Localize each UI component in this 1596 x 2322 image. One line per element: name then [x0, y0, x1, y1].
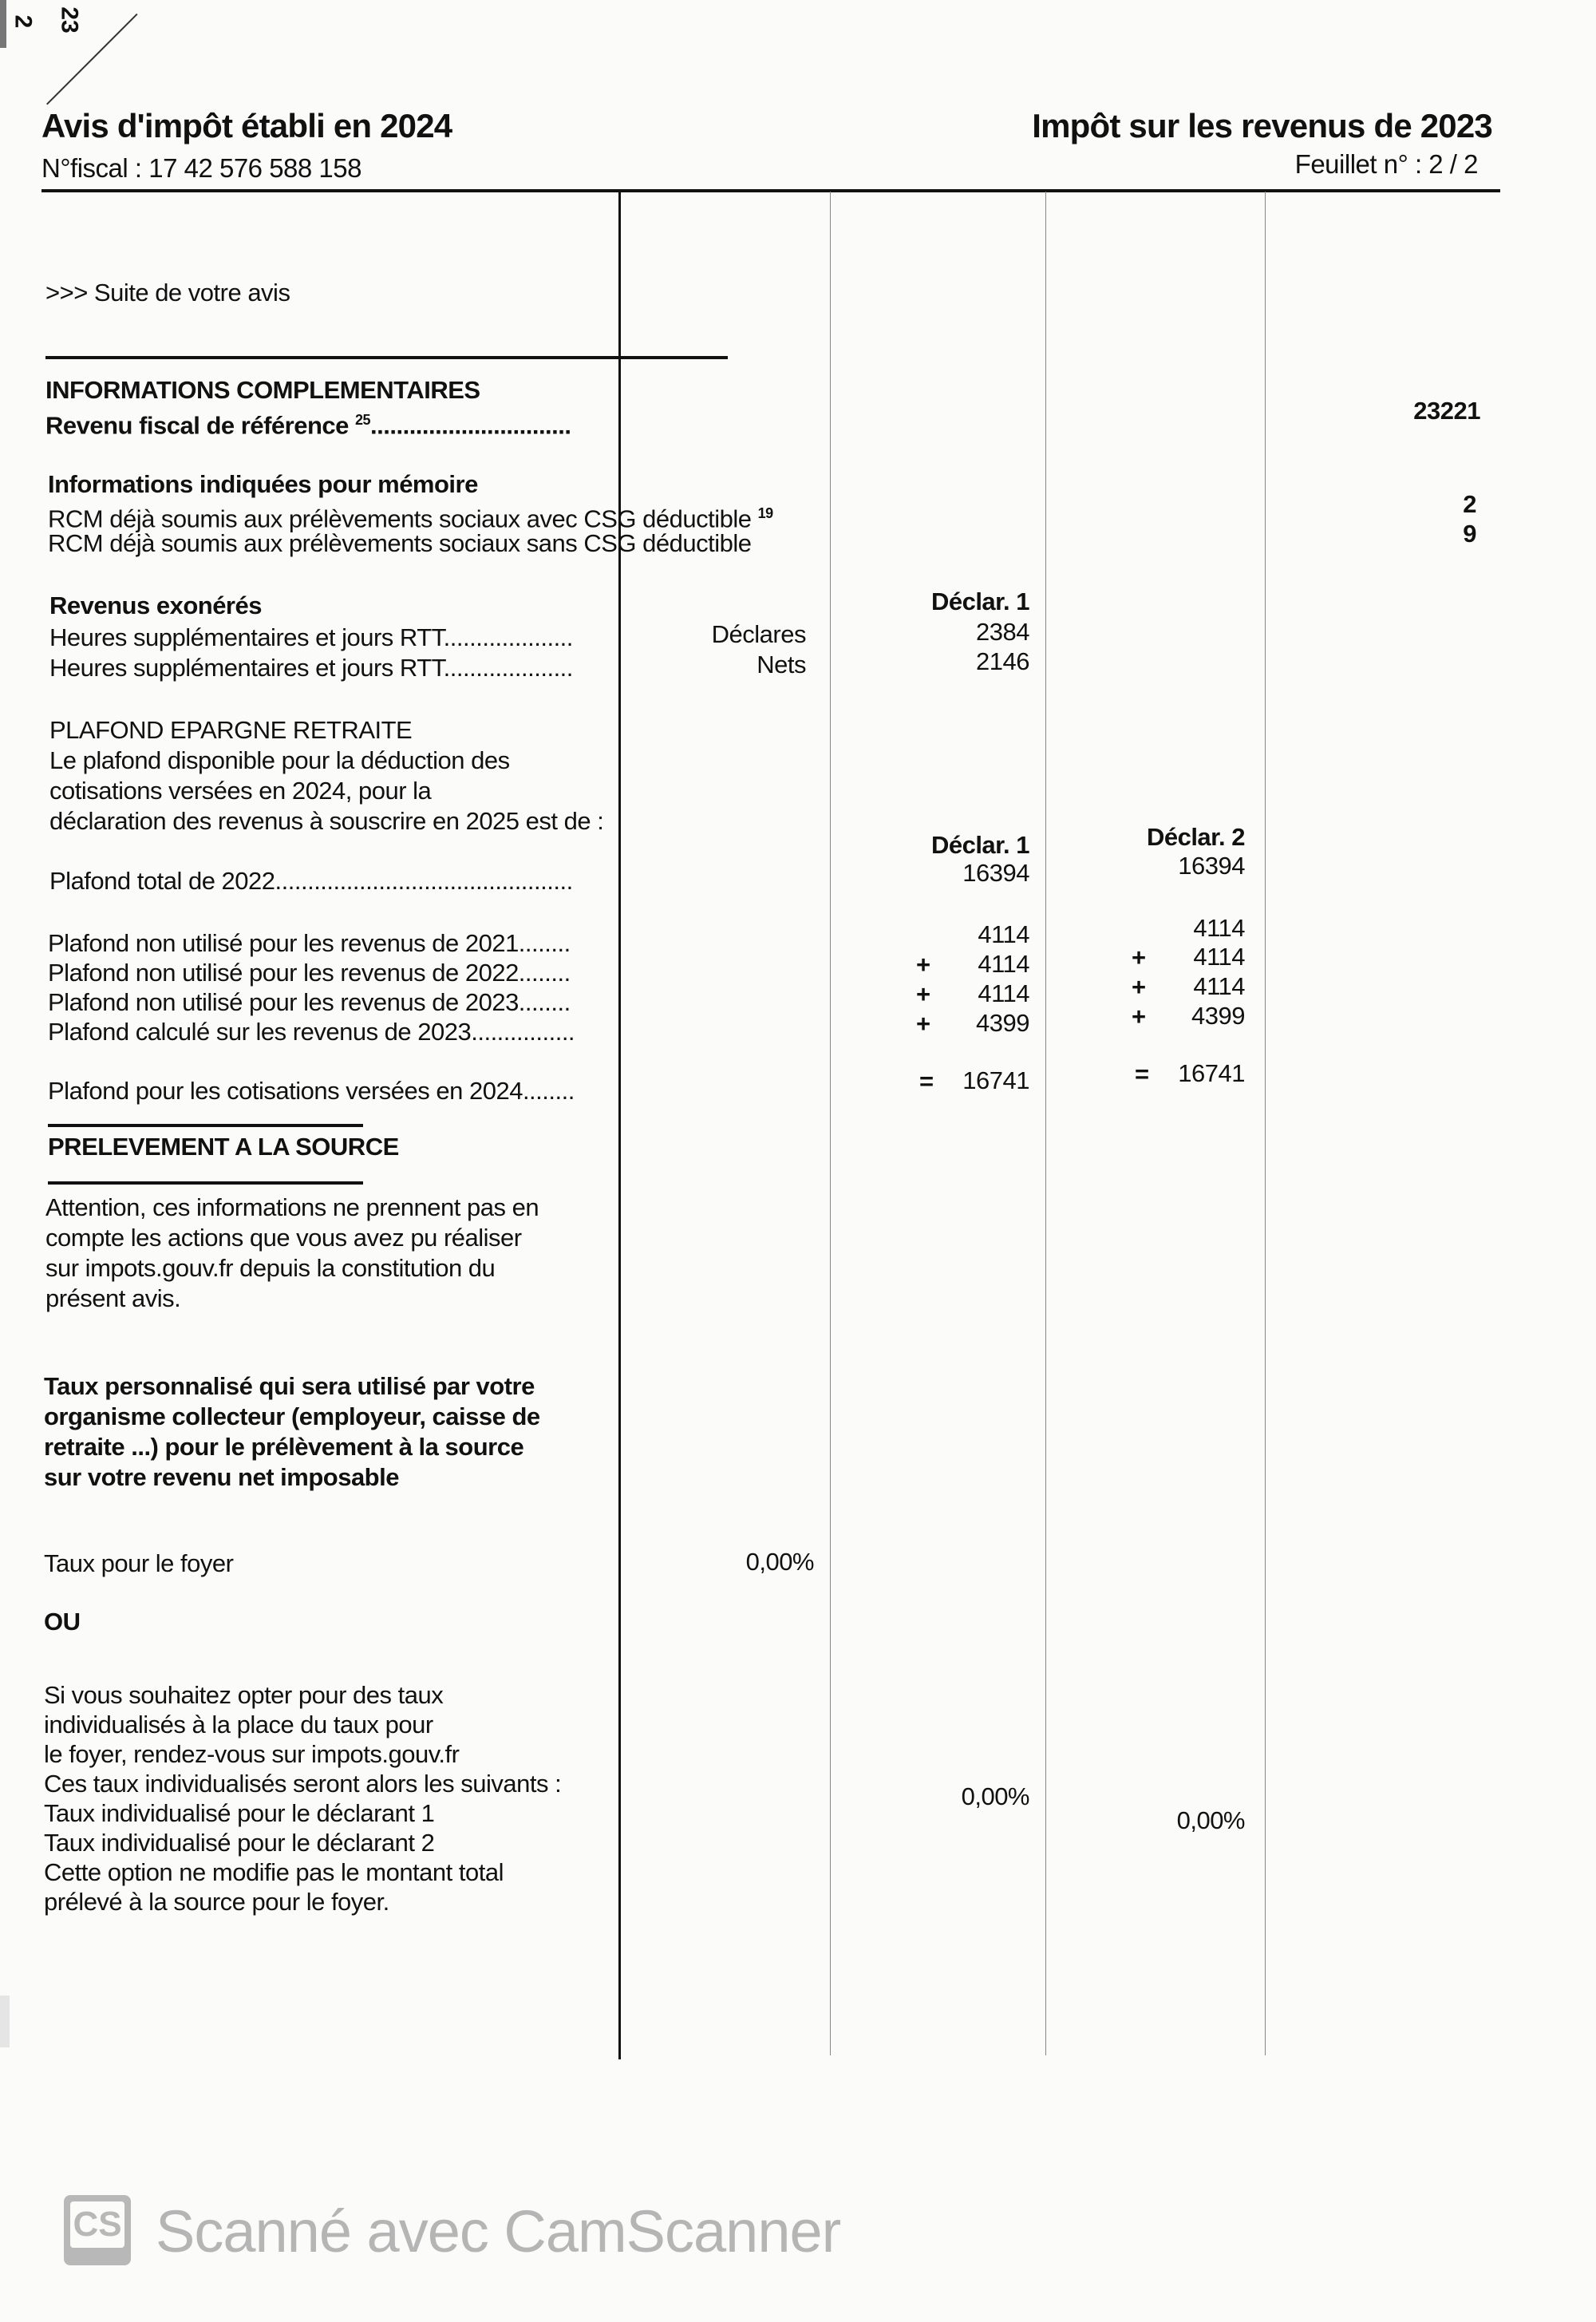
indiv-line: individualisés à la place du taux pour: [44, 1711, 433, 1739]
rcm-sans-value: 9: [1463, 520, 1476, 548]
rfr-footnote: 25: [354, 412, 371, 428]
rcm-sans-label: RCM déjà soumis aux prélèvements sociaux sans CSG déductible: [48, 529, 752, 557]
plafond-result-d2: 16741: [1178, 1059, 1245, 1087]
indiv-d2-label: Taux individualisé pour le déclarant 2: [44, 1829, 435, 1857]
exoneres-row-value: 2146: [976, 647, 1029, 675]
pas-title: PRELEVEMENT A LA SOURCE: [48, 1133, 399, 1161]
column-divider-3: [1045, 192, 1046, 2055]
rfr-label-row: [45, 405, 571, 440]
plafond-row-d1: 4114: [978, 920, 1029, 948]
rfr-dots: ...............................: [370, 411, 571, 440]
section-rule: [48, 1124, 363, 1127]
plafond-row-d1: 4399: [976, 1009, 1029, 1037]
plafond-col2-header: Déclar. 2: [1146, 823, 1245, 851]
indiv-d2-value: 0,00%: [1176, 1806, 1245, 1834]
rcm-avec-value: 2: [1463, 490, 1476, 518]
header-rule: [41, 189, 1500, 192]
rcm-avec-label: RCM déjà soumis aux prélèvements sociaux avec CSG déductible: [48, 504, 752, 533]
exoneres-row-qualifier: Nets: [757, 651, 806, 678]
camscanner-watermark: Scanné avec CamScanner: [156, 2198, 841, 2265]
pas-taux-line: organisme collecteur (employeur, caisse de: [44, 1402, 540, 1430]
memo-title: Informations indiquées pour mémoire: [48, 470, 478, 498]
plafond-row-d2: 4114: [1193, 972, 1245, 1000]
corner-number-b: 2: [10, 14, 37, 29]
plafond-row-label: Plafond non utilisé pour les revenus de 2021........: [48, 929, 571, 957]
exoneres-row-qualifier: Déclares: [711, 620, 806, 648]
column-divider-main: [618, 192, 621, 2059]
plafond-row-d2: 4399: [1191, 1002, 1245, 1030]
pas-taux-line: retraite ...) pour le prélèvement à la source: [44, 1433, 524, 1461]
page-edge: [0, 0, 6, 48]
exoneres-row-label: Heures supplémentaires et jours RTT....................: [49, 623, 573, 651]
sheet-number: Feuillet n° : 2 / 2: [1294, 149, 1478, 179]
plafond-row-op-d1: +: [916, 951, 930, 979]
plafond-row-op-d1: +: [916, 1010, 930, 1038]
fiscal-number: N°fiscal : 17 42 576 588 158: [41, 153, 361, 183]
foyer-rate-value: 0,00%: [745, 1548, 814, 1576]
plafond-total-label: Plafond total de 2022..............................................: [49, 867, 573, 895]
indiv-line: prélevé à la source pour le foyer.: [44, 1888, 389, 1916]
pas-warning-line: présent avis.: [45, 1284, 181, 1312]
plafond-desc-line: Le plafond disponible pour la déduction des: [49, 746, 510, 774]
income-year-title: Impôt sur les revenus de 2023: [1032, 107, 1492, 144]
pas-warning-line: compte les actions que vous avez pu réaliser: [45, 1224, 522, 1252]
plafond-row-op-d2: +: [1132, 943, 1146, 971]
indiv-d1-value: 0,00%: [961, 1782, 1029, 1810]
plafond-row-label: Plafond non utilisé pour les revenus de 2022........: [48, 959, 571, 987]
indiv-line: Cette option ne modifie pas le montant total: [44, 1858, 504, 1886]
exoneres-col-header: Déclar. 1: [930, 587, 1029, 615]
indiv-line: le foyer, rendez-vous sur impots.gouv.fr: [44, 1740, 460, 1768]
plafond-result-op-d2: =: [1135, 1060, 1149, 1088]
plafond-row-label: Plafond calculé sur les revenus de 2023................: [48, 1018, 575, 1046]
folded-corner: [0, 0, 184, 120]
column-divider-4: [1265, 192, 1266, 2055]
section-rule: [45, 356, 728, 359]
exoneres-row-value: 2384: [976, 618, 1029, 646]
plafond-total-d1: 16394: [962, 859, 1029, 887]
or-separator: OU: [44, 1608, 81, 1636]
plafond-row-d2: 4114: [1193, 943, 1245, 971]
continuation-note: >>> Suite de votre avis: [45, 279, 290, 307]
pas-warning-line: Attention, ces informations ne prennent pas en: [45, 1193, 539, 1221]
notice-title: Avis d'impôt établi en 2024: [41, 107, 452, 144]
exoneres-row-label: Heures supplémentaires et jours RTT....................: [49, 654, 573, 682]
indiv-line: Si vous souhaitez opter pour des taux: [44, 1681, 444, 1709]
section-rule: [48, 1181, 363, 1185]
page-edge-shadow: [0, 1996, 10, 2047]
corner-number-a: 23: [56, 6, 83, 34]
indiv-line: Ces taux individualisés seront alors les suivants :: [44, 1770, 562, 1798]
column-divider-2: [830, 192, 831, 2055]
pas-taux-line: sur votre revenu net imposable: [44, 1463, 399, 1491]
exoneres-title: Revenus exonérés: [49, 591, 262, 619]
rfr-label: Revenu fiscal de référence: [45, 411, 349, 440]
plafond-row-label: Plafond non utilisé pour les revenus de 2023........: [48, 988, 571, 1016]
section-title-info: INFORMATIONS COMPLEMENTAIRES: [45, 376, 480, 404]
plafond-desc-line: cotisations versées en 2024, pour la: [49, 777, 432, 805]
rcm-avec-footnote: 19: [757, 505, 773, 521]
plafond-total-d2: 16394: [1178, 852, 1245, 880]
plafond-result-d1: 16741: [962, 1066, 1029, 1094]
indiv-d1-label: Taux individualisé pour le déclarant 1: [44, 1799, 435, 1827]
plafond-row-d1: 4114: [978, 950, 1029, 978]
plafond-result-label: Plafond pour les cotisations versées en 2024........: [48, 1077, 575, 1105]
pas-taux-line: Taux personnalisé qui sera utilisé par votre: [44, 1372, 535, 1400]
plafond-desc-line: déclaration des revenus à souscrire en 2025 est de :: [49, 807, 604, 835]
plafond-title: PLAFOND EPARGNE RETRAITE: [49, 716, 413, 744]
foyer-rate-label: Taux pour le foyer: [44, 1549, 234, 1577]
plafond-row-op-d1: +: [916, 980, 930, 1008]
pas-warning-line: sur impots.gouv.fr depuis la constitution du: [45, 1254, 496, 1282]
plafond-row-op-d2: +: [1132, 973, 1146, 1001]
rfr-value: 23221: [1413, 397, 1480, 425]
plafond-result-op-d1: =: [919, 1067, 934, 1095]
plafond-row-d2: 4114: [1193, 914, 1245, 942]
plafond-row-d1: 4114: [978, 979, 1029, 1007]
camscanner-logo-icon: CS: [64, 2195, 131, 2265]
plafond-row-op-d2: +: [1132, 1003, 1146, 1030]
plafond-col1-header: Déclar. 1: [930, 831, 1029, 859]
